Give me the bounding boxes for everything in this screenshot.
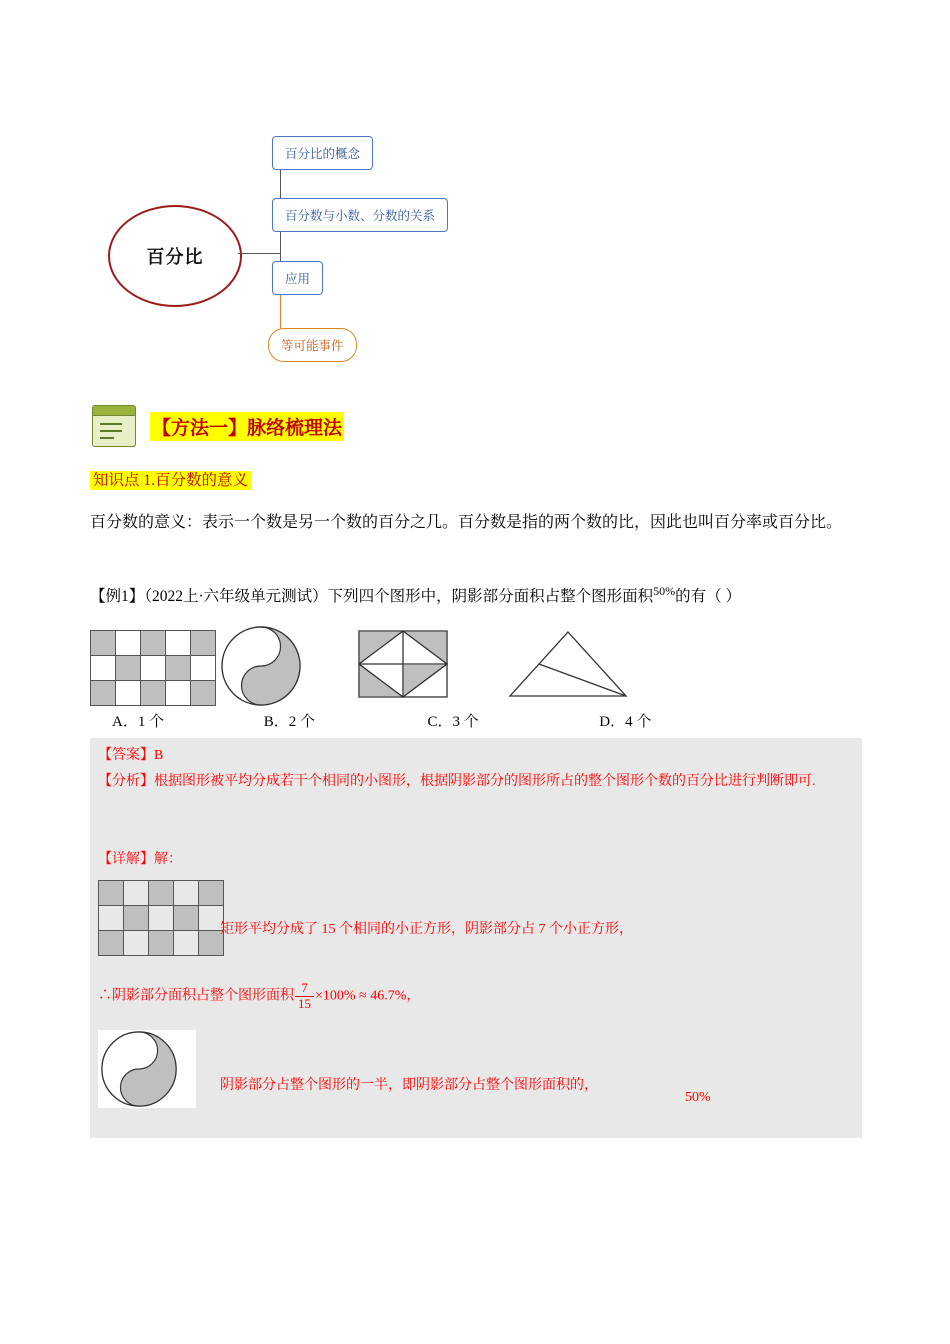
analysis-line: 【分析】根据图形被平均分成若干个相同的小图形，根据阴影部分的图形所占的整个图形个数的百分比进行判断即可. [98,774,816,789]
detail-label: 【详解】解： [98,852,182,867]
mindmap [90,110,650,380]
grid-figure [90,630,216,706]
example-label: 【例1】（2022上·六年级单元测试）下列四个图形中，阴影部分面积占整个图形面积 [90,588,654,606]
detail-text-3 [220,1074,598,1099]
detail-3-value: 50% [685,1090,711,1105]
yin-yang-figure-detail [98,1030,196,1108]
mini-grid-figure [98,880,224,956]
notebook-icon [90,405,136,447]
fraction-7-15 [295,981,314,1012]
example-tail: 的有（ ） [675,588,742,606]
mindmap-connector [238,253,280,254]
mindmap-node-concept[interactable]: 百分比的概念 [272,136,373,170]
mindmap-node-application[interactable]: 应用 [272,261,323,295]
definition-paragraph: 百分数的意义：表示一个数是另一个数的百分之几。百分数是指的两个数的比，因此也叫百分率或百分比。 [90,514,843,531]
mindmap-node-relations[interactable]: 百分数与小数、分数的关系 [272,198,448,232]
option-a[interactable]: A．1 个 [112,714,165,730]
detail-3-tail: ， [584,1078,598,1093]
option-b[interactable]: B．2 个 [263,714,316,730]
detail-text-1: 矩形平均分成了 15 个相同的小正方形，阴影部分占 7 个小正方形， [220,922,633,937]
mindmap-node-equal-events[interactable]: 等可能事件 [268,328,357,362]
option-row [112,710,902,731]
detail-text-2 [98,981,420,1012]
option-d[interactable]: D．4 个 [599,714,652,730]
fraction-numerator: 7 [295,981,314,997]
fraction-denominator: 15 [298,995,311,1011]
method-title: 【方法一】脉络梳理法 [150,412,344,441]
knowledge-point-row [90,468,251,490]
option-c[interactable]: C．3 个 [427,714,479,730]
detail-2-suffix: ×100% ≈ 46.7%， [315,988,421,1004]
example-percent: 50% [653,584,676,598]
figure-row [90,615,880,695]
yin-yang-figure [220,625,298,703]
example-question [90,584,880,606]
method-heading-row [90,405,344,447]
answer-line: 【答案】B [98,748,164,763]
detail-2-prefix: ∴阴影部分面积占整个图形面积 [98,988,294,1004]
detail-3-text: 阴影部分占整个图形的一半，即阴影部分占整个图形面积的 [220,1078,584,1093]
triangle-with-midsegment-figure [508,630,628,703]
mindmap-center: 百分比 [108,205,242,307]
knowledge-point-title: 知识点 1.百分数的意义 [90,471,251,490]
answer-block [90,738,862,1138]
four-squares-with-diagonals-figure [358,630,448,703]
